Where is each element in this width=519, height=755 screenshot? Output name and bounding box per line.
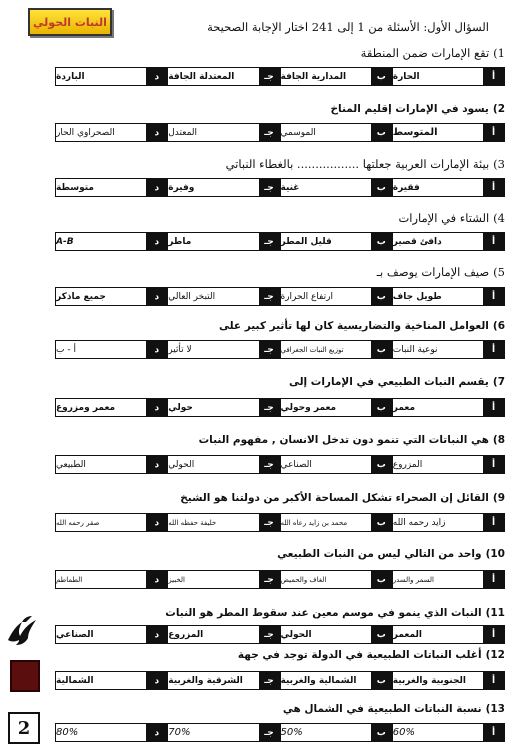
options-row-6 xyxy=(55,340,505,359)
option-c[interactable]: جـ الحولي xyxy=(167,456,279,473)
option-a[interactable]: أ فقيرة xyxy=(392,179,504,196)
options-row-5 xyxy=(55,287,505,306)
option-d[interactable]: د الباردة xyxy=(56,68,167,85)
question-5: 5)صيف الإمارات يوصف بـ xyxy=(376,265,505,279)
question-13: 13)نسبة النباتات الطبيعية في الشمال هي xyxy=(282,703,505,715)
option-d[interactable]: د الطماطم xyxy=(56,571,167,588)
option-d[interactable]: د الصحراوي الحار xyxy=(56,124,167,141)
options-row-1 xyxy=(55,67,505,86)
option-b[interactable]: ب قليل المطر xyxy=(280,233,392,250)
question-6: 6)العوامل المناخية والتضاريسية كان لها تأثير كبير على xyxy=(218,320,505,332)
option-a[interactable]: أ معمر xyxy=(392,399,504,416)
option-d[interactable]: د A-B xyxy=(56,233,167,250)
options-row-7 xyxy=(55,398,505,417)
option-c[interactable]: جـ خليفة حفظه الله xyxy=(167,514,279,531)
option-c[interactable]: جـ الخبيز xyxy=(167,571,279,588)
question-10: 10)واحد من التالي ليس من النبات الطبيعي xyxy=(277,548,505,560)
option-b[interactable]: ب معمر وحولي xyxy=(280,399,392,416)
options-row-12 xyxy=(55,671,505,690)
option-b[interactable]: ب الغاف والحميض xyxy=(280,571,392,588)
falcon-emblem-icon xyxy=(6,612,40,648)
option-b[interactable]: ب ارتفاع الحرارة xyxy=(280,288,392,305)
option-b[interactable]: ب الحولي xyxy=(280,626,392,643)
option-b[interactable]: ب 50% xyxy=(280,724,392,741)
option-a[interactable]: أ نوعية النبات xyxy=(392,341,504,358)
option-a[interactable]: أ المعمر xyxy=(392,626,504,643)
option-d[interactable]: د أ - ب xyxy=(56,341,167,358)
question-12: 12)أغلب النباتات الطبيعية في الدولة توجد في جهة xyxy=(237,649,505,661)
option-c[interactable]: جـ لا تأثير xyxy=(167,341,279,358)
option-d[interactable]: د معمر ومزروع xyxy=(56,399,167,416)
options-row-4 xyxy=(55,232,505,251)
option-c[interactable]: جـ المعتدلة الجافة xyxy=(167,68,279,85)
question-9: 9)القائل إن الصحراء تشكل المساحة الأكبر من دولتنا هو الشيخ xyxy=(180,492,505,504)
section-header: السؤال الأول: الأسئلة من 1 إلى 241 اختار الإجابة الصحيحة xyxy=(207,20,489,34)
option-c[interactable]: جـ المزروع xyxy=(167,626,279,643)
option-a[interactable]: أ الحارة xyxy=(392,68,504,85)
option-c[interactable]: جـ حولي xyxy=(167,399,279,416)
options-row-13 xyxy=(55,723,505,742)
option-a[interactable]: أ الجنوبية والغربية xyxy=(392,672,504,689)
option-a[interactable]: أ طويل جاف xyxy=(392,288,504,305)
option-a[interactable]: أ 60% xyxy=(392,724,504,741)
option-b[interactable]: ب المدارية الجافة xyxy=(280,68,392,85)
option-b[interactable]: ب الشمالية والغربية xyxy=(280,672,392,689)
question-1: 1)تقع الإمارات ضمن المنطقة xyxy=(360,46,505,60)
option-a[interactable]: أ السمر والسدر xyxy=(392,571,504,588)
option-b[interactable]: ب توزيع النبات الجغرافي xyxy=(280,341,392,358)
option-d[interactable]: د 80% xyxy=(56,724,167,741)
option-a[interactable]: أ دافئ قصير xyxy=(392,233,504,250)
option-d[interactable]: د الشمالية xyxy=(56,672,167,689)
option-c[interactable]: جـ التبخر العالي xyxy=(167,288,279,305)
option-d[interactable]: د الطبيعي xyxy=(56,456,167,473)
option-a[interactable]: أ زايد رحمه الله xyxy=(392,514,504,531)
options-row-2 xyxy=(55,123,505,142)
option-d[interactable]: د جميع ماذكر xyxy=(56,288,167,305)
option-b[interactable]: ب الصناعي xyxy=(280,456,392,473)
question-2: 2)يسود في الإمارات إقليم المناخ xyxy=(330,103,505,115)
option-c[interactable]: جـ المعتدل xyxy=(167,124,279,141)
question-8: 8)هي النباتات التي تنمو دون تدخل الانسان , مفهوم النبات xyxy=(198,434,505,446)
options-row-11 xyxy=(55,625,505,644)
option-a[interactable]: أ المزروع xyxy=(392,456,504,473)
option-d[interactable]: د صقر رحمه الله xyxy=(56,514,167,531)
option-c[interactable]: جـ الشرقية والغربية xyxy=(167,672,279,689)
option-c[interactable]: جـ 70% xyxy=(167,724,279,741)
options-row-9 xyxy=(55,513,505,532)
option-b[interactable]: ب غنية xyxy=(280,179,392,196)
question-7: 7)يقسم النبات الطبيعي في الإمارات إلى xyxy=(288,376,505,388)
option-c[interactable]: جـ وفيرة xyxy=(167,179,279,196)
question-3: 3)بيئة الإمارات العربية جعلتها ................. بالغطاء النباتي xyxy=(225,157,505,171)
option-b[interactable]: ب الموسمي xyxy=(280,124,392,141)
options-row-10 xyxy=(55,570,505,589)
topic-tab: النبات الحولي xyxy=(28,8,112,36)
option-d[interactable]: د الصناعي xyxy=(56,626,167,643)
option-d[interactable]: د متوسطة xyxy=(56,179,167,196)
option-c[interactable]: جـ ماطر xyxy=(167,233,279,250)
page-number: 2 xyxy=(8,712,40,744)
options-row-8 xyxy=(55,455,505,474)
option-b[interactable]: ب محمد بن زايد رعاه الله xyxy=(280,514,392,531)
options-row-3 xyxy=(55,178,505,197)
question-4: 4)الشتاء في الإمارات xyxy=(398,211,505,225)
question-11: 11)النبات الذي ينمو في موسم معين عند سقوط المطر هو النبات xyxy=(165,607,505,619)
stamp-image xyxy=(10,660,40,692)
option-a[interactable]: أ المتوسط xyxy=(392,124,504,141)
